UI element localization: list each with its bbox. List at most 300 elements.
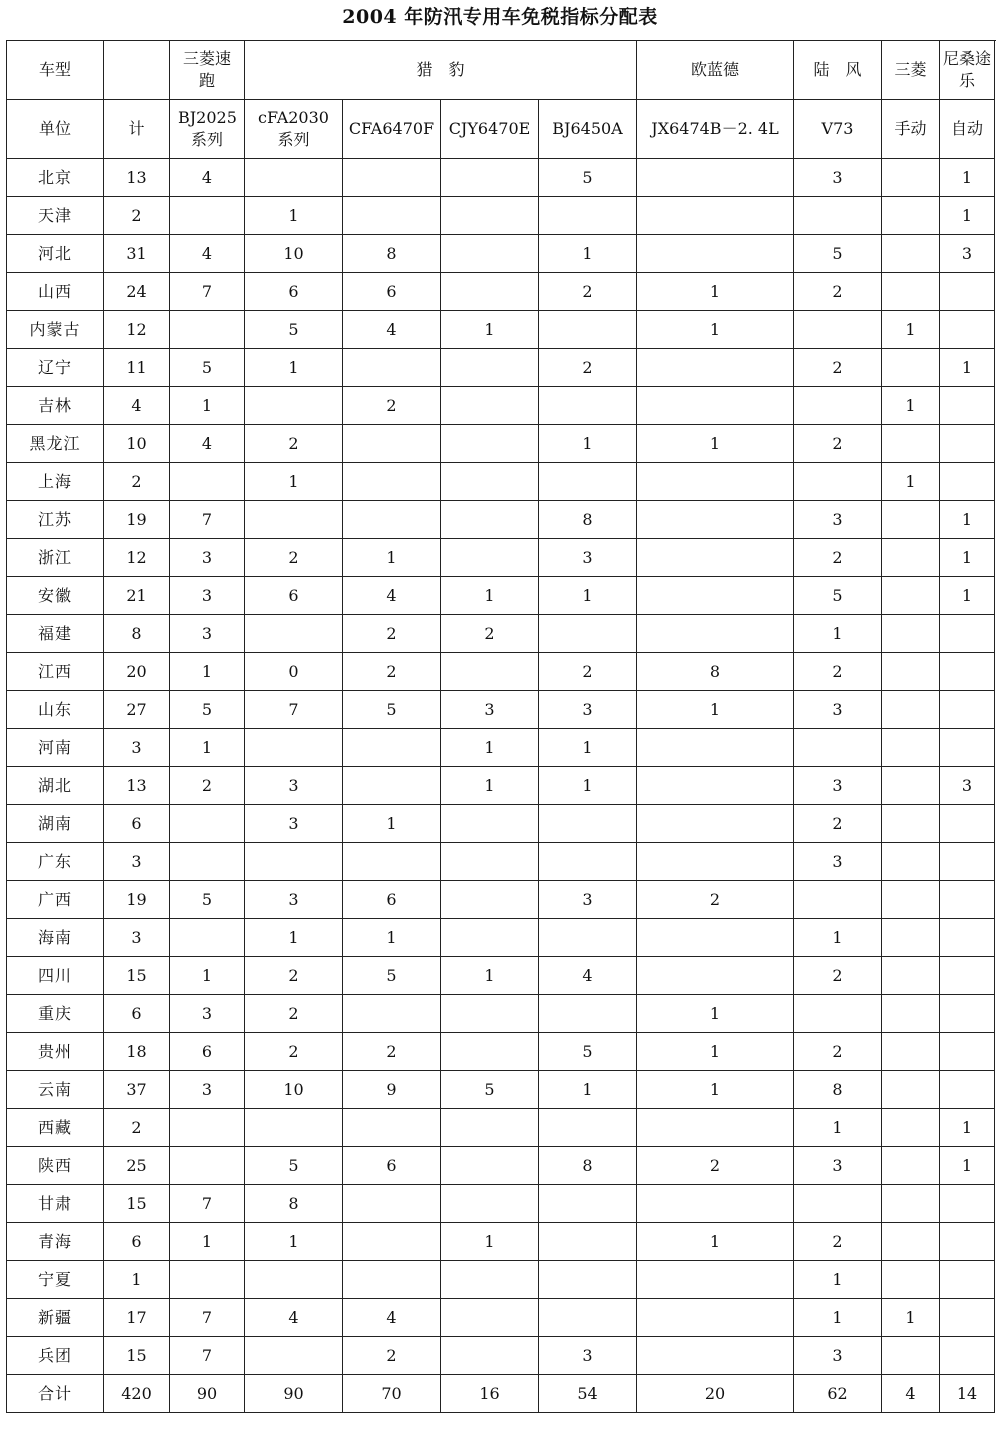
table-row — [7, 1261, 995, 1299]
quota-cell: 1 — [882, 387, 940, 425]
quota-cell — [343, 1185, 441, 1223]
table-row — [7, 1375, 995, 1413]
quota-cell — [245, 159, 343, 197]
quota-cell: 5 — [794, 577, 882, 615]
quota-cell — [882, 159, 940, 197]
quota-cell: 1 — [343, 805, 441, 843]
quota-cell — [637, 729, 794, 767]
quota-cell: 3 — [794, 159, 882, 197]
total-cell: 3 — [104, 919, 170, 957]
unit-name-cell: 黑龙江 — [7, 425, 104, 463]
quota-cell — [940, 995, 995, 1033]
table-row — [7, 311, 995, 349]
unit-name-cell: 贵州 — [7, 1033, 104, 1071]
quota-cell — [441, 425, 539, 463]
quota-cell — [441, 881, 539, 919]
unit-name-cell: 四川 — [7, 957, 104, 995]
quota-cell: 1 — [245, 197, 343, 235]
unit-name-cell: 北京 — [7, 159, 104, 197]
header-total: 计 — [104, 100, 170, 159]
quota-cell: 1 — [882, 1299, 940, 1337]
quota-cell: 2 — [343, 387, 441, 425]
quota-cell — [170, 463, 245, 501]
quota-cell — [637, 463, 794, 501]
table-row — [7, 1071, 995, 1109]
unit-name-cell: 内蒙古 — [7, 311, 104, 349]
quota-cell — [940, 273, 995, 311]
quota-cell — [940, 425, 995, 463]
quota-cell: 1 — [794, 1261, 882, 1299]
quota-cell — [539, 1261, 637, 1299]
quota-cell — [940, 957, 995, 995]
unit-name-cell: 广东 — [7, 843, 104, 881]
table-row — [7, 1185, 995, 1223]
quota-cell — [882, 1337, 940, 1375]
quota-cell: 8 — [637, 653, 794, 691]
quota-cell — [882, 1261, 940, 1299]
quota-cell: 3 — [794, 691, 882, 729]
quota-cell: 1 — [245, 463, 343, 501]
quota-cell: 8 — [343, 235, 441, 273]
table-row — [7, 1109, 995, 1147]
total-cell: 11 — [104, 349, 170, 387]
quota-cell: 2 — [245, 1033, 343, 1071]
quota-cell: 7 — [170, 1337, 245, 1375]
total-cell: 2 — [104, 197, 170, 235]
total-cell: 2 — [104, 1109, 170, 1147]
quota-cell: 2 — [170, 767, 245, 805]
quota-cell — [441, 463, 539, 501]
quota-cell — [170, 1109, 245, 1147]
total-cell: 37 — [104, 1071, 170, 1109]
quota-cell: 2 — [539, 273, 637, 311]
total-cell: 420 — [104, 1375, 170, 1413]
quota-cell — [940, 1261, 995, 1299]
total-cell: 21 — [104, 577, 170, 615]
quota-cell: 10 — [245, 1071, 343, 1109]
quota-cell — [940, 1337, 995, 1375]
quota-cell — [940, 843, 995, 881]
quota-cell: 1 — [441, 311, 539, 349]
table-row — [7, 957, 995, 995]
quota-cell: 2 — [539, 653, 637, 691]
quota-cell — [539, 311, 637, 349]
quota-cell — [245, 615, 343, 653]
total-cell: 12 — [104, 539, 170, 577]
header-mitsubishi: 三菱 — [882, 41, 940, 100]
quota-cell: 90 — [245, 1375, 343, 1413]
quota-cell — [940, 387, 995, 425]
quota-cell — [343, 843, 441, 881]
table-row — [7, 995, 995, 1033]
header-v73: V73 — [794, 100, 882, 159]
quota-cell — [637, 1185, 794, 1223]
quota-cell — [940, 1299, 995, 1337]
header-nissan: 尼桑途乐 — [940, 41, 995, 100]
quota-cell: 1 — [940, 1147, 995, 1185]
quota-cell: 5 — [343, 691, 441, 729]
quota-cell: 2 — [794, 539, 882, 577]
quota-cell: 1 — [441, 729, 539, 767]
quota-cell: 3 — [539, 691, 637, 729]
table-row — [7, 805, 995, 843]
quota-cell: 2 — [441, 615, 539, 653]
quota-cell — [940, 615, 995, 653]
quota-cell: 2 — [343, 1033, 441, 1071]
quota-cell — [441, 653, 539, 691]
table-row — [7, 501, 995, 539]
quota-cell: 6 — [343, 1147, 441, 1185]
unit-name-cell: 青海 — [7, 1223, 104, 1261]
total-cell: 10 — [104, 425, 170, 463]
quota-cell: 1 — [343, 919, 441, 957]
quota-cell: 14 — [940, 1375, 995, 1413]
total-cell: 15 — [104, 1337, 170, 1375]
header-row-2 — [7, 100, 995, 159]
header-oulande: 欧蓝德 — [637, 41, 794, 100]
quota-cell: 1 — [441, 577, 539, 615]
quota-cell — [882, 349, 940, 387]
quota-cell — [539, 1185, 637, 1223]
unit-name-cell: 湖南 — [7, 805, 104, 843]
quota-cell — [794, 729, 882, 767]
quota-cell — [441, 1033, 539, 1071]
quota-cell — [245, 1337, 343, 1375]
quota-cell — [539, 919, 637, 957]
quota-cell — [637, 235, 794, 273]
quota-cell: 3 — [794, 767, 882, 805]
quota-cell: 0 — [245, 653, 343, 691]
quota-cell — [882, 957, 940, 995]
quota-cell — [882, 653, 940, 691]
quota-cell: 2 — [794, 1033, 882, 1071]
quota-cell: 4 — [539, 957, 637, 995]
quota-cell: 6 — [343, 273, 441, 311]
quota-cell: 7 — [170, 501, 245, 539]
quota-cell — [539, 1223, 637, 1261]
allocation-table — [6, 40, 995, 1413]
unit-name-cell: 重庆 — [7, 995, 104, 1033]
quota-cell: 7 — [245, 691, 343, 729]
quota-cell — [245, 1109, 343, 1147]
quota-cell — [539, 387, 637, 425]
total-cell: 3 — [104, 843, 170, 881]
quota-cell — [940, 881, 995, 919]
quota-cell — [637, 1261, 794, 1299]
quota-cell: 1 — [245, 349, 343, 387]
quota-cell — [940, 691, 995, 729]
unit-name-cell: 海南 — [7, 919, 104, 957]
quota-cell — [794, 1185, 882, 1223]
quota-cell — [940, 1185, 995, 1223]
quota-cell: 1 — [441, 1223, 539, 1261]
quota-cell: 1 — [940, 501, 995, 539]
quota-cell: 1 — [170, 729, 245, 767]
total-cell: 2 — [104, 463, 170, 501]
quota-cell — [794, 881, 882, 919]
quota-cell: 3 — [170, 995, 245, 1033]
unit-name-cell: 西藏 — [7, 1109, 104, 1147]
quota-cell: 4 — [170, 159, 245, 197]
unit-name-cell: 辽宁 — [7, 349, 104, 387]
quota-cell: 3 — [245, 805, 343, 843]
quota-cell: 2 — [794, 653, 882, 691]
header-auto: 自动 — [940, 100, 995, 159]
quota-cell — [245, 1261, 343, 1299]
quota-cell — [170, 197, 245, 235]
unit-name-cell: 福建 — [7, 615, 104, 653]
quota-cell: 3 — [170, 1071, 245, 1109]
header-manual: 手动 — [882, 100, 940, 159]
total-cell: 24 — [104, 273, 170, 311]
quota-cell: 2 — [637, 881, 794, 919]
total-cell: 31 — [104, 235, 170, 273]
header-mitsubishi-supa: 三菱速跑 — [170, 41, 245, 100]
total-cell: 19 — [104, 501, 170, 539]
table-row — [7, 1147, 995, 1185]
unit-name-cell: 安徽 — [7, 577, 104, 615]
quota-cell: 90 — [170, 1375, 245, 1413]
quota-cell: 1 — [637, 1071, 794, 1109]
quota-cell — [882, 767, 940, 805]
table-row — [7, 235, 995, 273]
quota-cell — [637, 577, 794, 615]
quota-cell — [343, 159, 441, 197]
quota-cell — [539, 615, 637, 653]
quota-cell — [940, 1071, 995, 1109]
quota-cell: 2 — [794, 1223, 882, 1261]
quota-cell — [441, 1261, 539, 1299]
quota-cell: 1 — [441, 957, 539, 995]
quota-cell — [343, 1223, 441, 1261]
quota-cell: 1 — [637, 1033, 794, 1071]
quota-cell: 1 — [940, 349, 995, 387]
quota-cell: 1 — [637, 273, 794, 311]
unit-name-cell: 河北 — [7, 235, 104, 273]
quota-cell: 1 — [794, 1299, 882, 1337]
quota-cell — [441, 235, 539, 273]
table-row — [7, 425, 995, 463]
quota-cell — [882, 805, 940, 843]
quota-cell — [343, 501, 441, 539]
table-row — [7, 843, 995, 881]
quota-cell — [441, 1109, 539, 1147]
unit-name-cell: 广西 — [7, 881, 104, 919]
quota-cell: 3 — [794, 1147, 882, 1185]
quota-cell: 1 — [170, 387, 245, 425]
total-cell: 13 — [104, 159, 170, 197]
quota-cell: 1 — [637, 311, 794, 349]
quota-cell — [940, 311, 995, 349]
quota-cell: 5 — [245, 1147, 343, 1185]
quota-cell: 3 — [170, 615, 245, 653]
quota-cell — [441, 843, 539, 881]
quota-cell — [637, 349, 794, 387]
total-cell: 19 — [104, 881, 170, 919]
quota-cell — [794, 197, 882, 235]
header-unit: 单位 — [7, 100, 104, 159]
total-cell: 13 — [104, 767, 170, 805]
quota-cell: 5 — [539, 159, 637, 197]
header-cheetah: 猎 豹 — [245, 41, 637, 100]
table-row — [7, 539, 995, 577]
quota-cell: 3 — [245, 767, 343, 805]
quota-cell: 5 — [170, 349, 245, 387]
total-cell: 3 — [104, 729, 170, 767]
total-cell: 8 — [104, 615, 170, 653]
unit-name-cell: 山东 — [7, 691, 104, 729]
quota-cell — [441, 919, 539, 957]
quota-cell — [343, 767, 441, 805]
table-row — [7, 577, 995, 615]
header-cfa6470f: CFA6470F — [343, 100, 441, 159]
total-cell: 20 — [104, 653, 170, 691]
quota-cell — [539, 843, 637, 881]
quota-cell — [882, 1109, 940, 1147]
quota-cell: 20 — [637, 1375, 794, 1413]
quota-cell: 3 — [245, 881, 343, 919]
quota-cell — [245, 387, 343, 425]
total-cell: 17 — [104, 1299, 170, 1337]
quota-cell — [637, 805, 794, 843]
total-cell: 15 — [104, 957, 170, 995]
table-row — [7, 349, 995, 387]
quota-cell — [441, 159, 539, 197]
quota-cell: 6 — [245, 273, 343, 311]
quota-cell: 8 — [794, 1071, 882, 1109]
quota-cell — [882, 729, 940, 767]
quota-cell: 7 — [170, 273, 245, 311]
quota-cell — [441, 995, 539, 1033]
unit-name-cell: 江西 — [7, 653, 104, 691]
quota-cell: 1 — [882, 311, 940, 349]
quota-cell — [882, 235, 940, 273]
unit-name-cell: 江苏 — [7, 501, 104, 539]
quota-cell — [637, 387, 794, 425]
quota-cell: 2 — [343, 653, 441, 691]
quota-cell — [882, 273, 940, 311]
quota-cell — [940, 1033, 995, 1071]
quota-cell: 5 — [441, 1071, 539, 1109]
total-cell: 6 — [104, 995, 170, 1033]
table-row — [7, 1337, 995, 1375]
quota-cell — [940, 1223, 995, 1261]
quota-cell — [343, 463, 441, 501]
quota-cell: 3 — [539, 1337, 637, 1375]
quota-cell: 70 — [343, 1375, 441, 1413]
quota-cell — [637, 1299, 794, 1337]
quota-cell: 1 — [441, 767, 539, 805]
quota-cell: 3 — [940, 235, 995, 273]
quota-cell: 3 — [940, 767, 995, 805]
unit-name-cell: 天津 — [7, 197, 104, 235]
quota-cell: 1 — [940, 539, 995, 577]
quota-cell: 1 — [170, 1223, 245, 1261]
quota-cell: 1 — [794, 615, 882, 653]
unit-name-cell: 陕西 — [7, 1147, 104, 1185]
quota-cell — [882, 1185, 940, 1223]
quota-cell — [882, 1033, 940, 1071]
unit-name-cell: 新疆 — [7, 1299, 104, 1337]
quota-cell — [441, 387, 539, 425]
quota-cell: 3 — [170, 577, 245, 615]
quota-cell: 2 — [245, 539, 343, 577]
quota-cell: 2 — [794, 425, 882, 463]
table-row — [7, 273, 995, 311]
quota-cell — [882, 691, 940, 729]
quota-cell — [637, 1109, 794, 1147]
quota-cell — [882, 1147, 940, 1185]
quota-cell: 1 — [539, 1071, 637, 1109]
quota-cell — [441, 1337, 539, 1375]
quota-cell: 3 — [539, 539, 637, 577]
quota-cell — [940, 919, 995, 957]
unit-name-cell: 云南 — [7, 1071, 104, 1109]
table-row — [7, 881, 995, 919]
quota-cell — [343, 349, 441, 387]
quota-cell: 2 — [539, 349, 637, 387]
quota-cell: 4 — [882, 1375, 940, 1413]
table-row — [7, 159, 995, 197]
quota-cell — [170, 919, 245, 957]
table-row — [7, 1223, 995, 1261]
quota-cell — [882, 881, 940, 919]
quota-cell: 54 — [539, 1375, 637, 1413]
quota-cell: 2 — [794, 273, 882, 311]
quota-cell: 1 — [637, 425, 794, 463]
quota-cell: 1 — [539, 425, 637, 463]
quota-cell — [940, 805, 995, 843]
quota-cell — [882, 577, 940, 615]
quota-cell — [343, 1261, 441, 1299]
unit-name-cell: 湖北 — [7, 767, 104, 805]
quota-cell: 2 — [794, 805, 882, 843]
quota-cell — [441, 501, 539, 539]
quota-cell: 1 — [940, 577, 995, 615]
quota-cell: 1 — [940, 159, 995, 197]
table-row — [7, 615, 995, 653]
header-lufeng: 陆 风 — [794, 41, 882, 100]
quota-cell — [637, 539, 794, 577]
total-cell: 18 — [104, 1033, 170, 1071]
header-bj2025: BJ2025系列 — [170, 100, 245, 159]
quota-cell: 1 — [882, 463, 940, 501]
quota-cell: 7 — [170, 1185, 245, 1223]
quota-cell — [794, 311, 882, 349]
quota-cell: 1 — [170, 957, 245, 995]
header-row-1 — [7, 41, 995, 100]
unit-name-cell: 浙江 — [7, 539, 104, 577]
total-cell: 1 — [104, 1261, 170, 1299]
quota-cell — [343, 995, 441, 1033]
quota-cell — [441, 1185, 539, 1223]
quota-cell — [940, 653, 995, 691]
quota-cell: 5 — [794, 235, 882, 273]
table-row — [7, 1033, 995, 1071]
table-title: 2004 年防汛专用车免税指标分配表 — [342, 6, 658, 28]
quota-cell: 2 — [343, 615, 441, 653]
quota-cell: 3 — [170, 539, 245, 577]
quota-cell: 1 — [794, 919, 882, 957]
quota-cell: 10 — [245, 235, 343, 273]
quota-cell: 4 — [343, 1299, 441, 1337]
quota-cell — [170, 311, 245, 349]
quota-cell: 1 — [245, 1223, 343, 1261]
quota-cell — [539, 463, 637, 501]
quota-cell: 1 — [170, 653, 245, 691]
quota-cell — [637, 615, 794, 653]
table-row — [7, 767, 995, 805]
